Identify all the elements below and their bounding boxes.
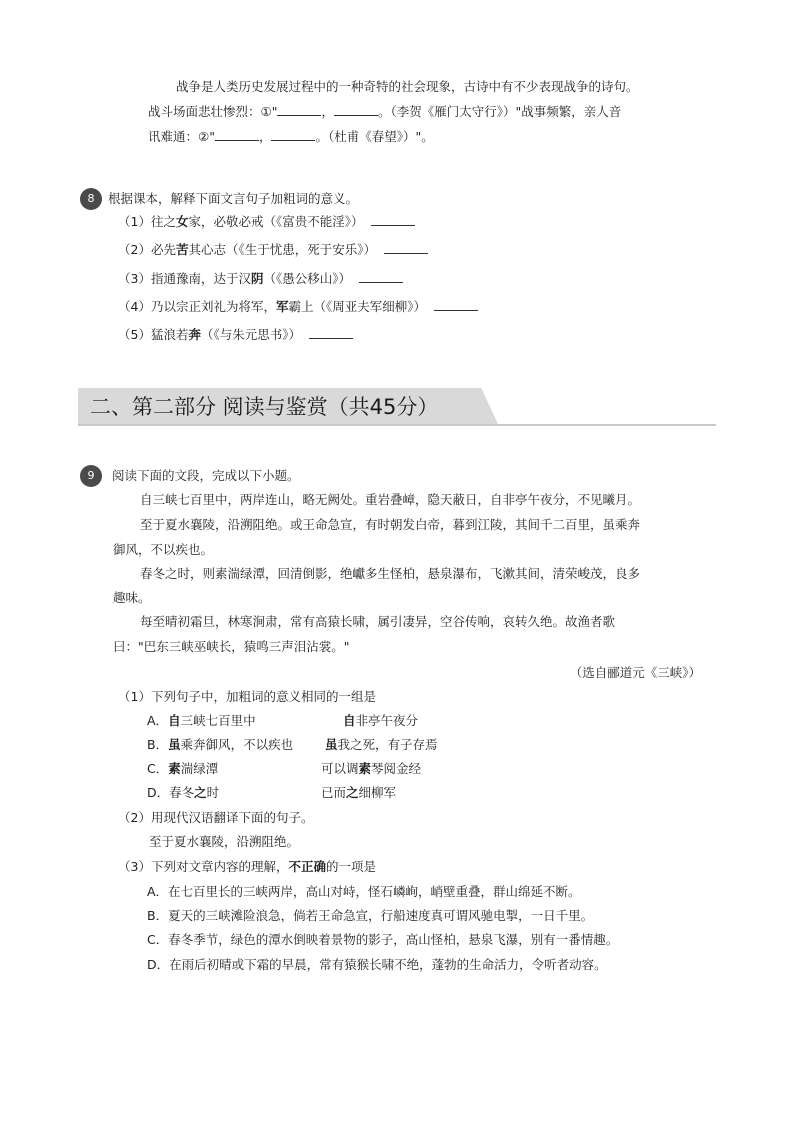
option-b-right-rest: 我之死，有子存焉 xyxy=(337,737,438,752)
question-number-badge-9: 9 xyxy=(80,465,102,487)
option-d-left-bold: 之 xyxy=(194,785,207,800)
q8-item-2-number: （2） xyxy=(118,242,151,257)
q8-item-4-bold: 军 xyxy=(275,299,289,314)
blank-2a[interactable] xyxy=(215,128,259,141)
option-b-left-rest: 乘奔御风，不以疾也 xyxy=(180,737,294,752)
section-header-rule xyxy=(78,424,716,426)
sub3-text-post: 的一项是 xyxy=(325,859,376,874)
option-c-right-bold: 素 xyxy=(358,761,372,776)
intro-line-2-suffix: 。（李贺《雁门太守行》）"战事频繁，亲人音 xyxy=(377,104,622,119)
sub1-prompt xyxy=(118,688,376,706)
q8-item-2-bold: 苦 xyxy=(175,242,189,257)
sub1-number: （1） xyxy=(118,689,151,704)
q8-item-1-answer[interactable] xyxy=(371,213,415,226)
option-d-right-rest: 细柳军 xyxy=(358,785,397,800)
q8-item-2 xyxy=(118,241,428,259)
option-letter: A． xyxy=(147,713,169,728)
q8-item-4-pre: 乃以宗正刘礼为将军， xyxy=(150,299,276,314)
q8-item-1-post: 家，必敬必戒（《富贵不能淫》） xyxy=(188,214,364,229)
q8-item-4-post: 霸上（《周亚夫军细柳》） xyxy=(288,299,426,314)
sub1-option-b-right xyxy=(325,736,438,754)
sub2-sentence: 至于夏水襄陵，沿溯阻绝。 xyxy=(149,834,300,849)
intro-line-3 xyxy=(148,128,434,146)
option-a-left-rest: 三峡七百里中 xyxy=(180,713,256,728)
passage-para-2-line-2: 御风，不以疾也。 xyxy=(113,542,214,557)
sub1-option-a-right xyxy=(343,712,418,730)
option-c-right-pre: 可以调 xyxy=(321,761,359,776)
q8-item-5-number: （5） xyxy=(118,327,151,342)
q8-item-5-post: （《与朱元思书》） xyxy=(200,327,301,342)
passage-para-4-line-1: 每至晴初霜旦，林寒涧肃，常有高猿长啸，属引凄异，空谷传响，哀转久绝。故渔者歌 xyxy=(140,614,616,629)
option-a-left-bold: 自 xyxy=(168,713,181,728)
q8-item-5-bold: 奔 xyxy=(188,327,201,342)
option-letter: C． xyxy=(147,761,169,776)
intro-line-2-prefix: 战斗场面悲壮惨烈：①" xyxy=(148,104,278,119)
intro-line-2 xyxy=(148,103,621,121)
option-letter: B． xyxy=(147,737,169,752)
passage-para-4-line-2: 曰："巴东三峡巫峡长，猿鸣三声泪沾裳。" xyxy=(113,639,350,654)
option-d-left-rest: 时 xyxy=(206,785,220,800)
sub3-text-bold: 不正确 xyxy=(288,859,326,874)
sub3-option-c[interactable]: C．春冬季节，绿色的潭水倒映着景物的影子，高山怪柏，悬泉飞瀑，别有一番情趣。 xyxy=(147,932,619,947)
intro-line-2-comma: ， xyxy=(321,104,334,119)
q8-item-1-number: （1） xyxy=(118,214,151,229)
intro-line-3-comma: ， xyxy=(258,129,272,144)
passage-source: （选自郦道元《三峡》） xyxy=(569,665,701,680)
q8-item-4-number: （4） xyxy=(118,299,151,314)
option-c-left-bold: 素 xyxy=(168,761,181,776)
q8-item-2-answer[interactable] xyxy=(384,241,428,254)
q8-item-1 xyxy=(118,213,415,231)
passage-para-2-line-1: 至于夏水襄陵，沿溯阻绝。或王命急宣，有时朝发白帝，暮到江陵，其间千二百里，虽乘奔 xyxy=(140,517,641,532)
q8-item-3-answer[interactable] xyxy=(359,270,403,283)
option-a-right-rest: 非亭午夜分 xyxy=(355,713,419,728)
option-letter: D． xyxy=(147,785,170,800)
option-b-right-bold: 虽 xyxy=(325,737,338,752)
sub1-option-d-right xyxy=(321,784,396,802)
sub1-option-a[interactable] xyxy=(147,712,256,730)
q8-item-1-bold: 女 xyxy=(175,214,189,229)
sub3-option-b[interactable]: B．夏天的三峡滩险浪急，倘若王命急宣，行船速度真可谓风驰电掣，一日千里。 xyxy=(147,908,594,923)
sub1-option-c-right xyxy=(321,760,421,778)
blank-2b[interactable] xyxy=(271,128,315,141)
q8-item-3-post: （《愚公移山》） xyxy=(263,271,351,286)
q8-item-4-answer[interactable] xyxy=(434,298,478,311)
q8-item-5 xyxy=(118,326,353,344)
option-c-right-rest: 琴阅金经 xyxy=(371,761,422,776)
q9-prompt: 阅读下面的文段，完成以下小题。 xyxy=(112,468,300,483)
q8-item-5-pre: 猛浪若 xyxy=(150,327,189,342)
q8-item-2-post: 其心志（《生于忧患，死于安乐》） xyxy=(188,242,376,257)
option-b-left-bold: 虽 xyxy=(168,737,181,752)
intro-line-1: 战争是人类历史发展过程中的一种奇特的社会现象，古诗中有不少表现战争的诗句。 xyxy=(176,79,639,94)
sub2-prompt xyxy=(118,809,313,827)
option-a-right-bold: 自 xyxy=(343,713,356,728)
q8-prompt: 根据课本，解释下面文言句子加粗词的意义。 xyxy=(108,191,359,206)
sub3-option-d[interactable]: D．在雨后初晴或下霜的早晨，常有猿猴长啸不绝，蓬勃的生命活力，令听者动容。 xyxy=(147,957,607,972)
sub2-number: （2） xyxy=(118,810,151,825)
q8-item-3-pre: 指通豫南，达于汉 xyxy=(150,271,251,286)
q8-item-5-answer[interactable] xyxy=(309,326,353,339)
sub1-option-c[interactable] xyxy=(147,760,218,778)
sub1-option-d[interactable] xyxy=(147,784,219,802)
section-title: 二、第二部分 阅读与鉴赏（共45分） xyxy=(90,395,439,419)
blank-1a[interactable] xyxy=(277,103,321,116)
q8-item-3-number: （3） xyxy=(118,271,151,286)
option-d-left-pre: 春冬 xyxy=(169,785,195,800)
passage-para-3-line-2: 趣味。 xyxy=(113,590,151,605)
q8-item-1-pre: 往之 xyxy=(150,214,176,229)
q8-item-4 xyxy=(118,298,478,316)
sub2-text: 用现代汉语翻译下面的句子。 xyxy=(150,810,314,825)
option-d-right-bold: 之 xyxy=(346,785,359,800)
sub3-number: （3） xyxy=(118,859,151,874)
q8-item-3-bold: 阴 xyxy=(250,271,264,286)
sub3-prompt xyxy=(118,858,376,876)
sub1-text: 下列句子中，加粗词的意义相同的一组是 xyxy=(150,689,376,704)
passage-para-1: 自三峡七百里中，两岸连山，略无阙处。重岩叠嶂，隐天蔽日，自非亭午夜分，不见曦月。 xyxy=(140,492,641,507)
intro-line-3-suffix: 。（杜甫《春望》）"。 xyxy=(315,129,434,144)
blank-1b[interactable] xyxy=(334,103,378,116)
intro-line-3-prefix: 讯难通：②" xyxy=(148,129,215,144)
option-d-right-pre: 已而 xyxy=(321,785,347,800)
q8-item-2-pre: 必先 xyxy=(150,242,176,257)
question-number-badge-8: 8 xyxy=(80,188,102,210)
sub3-text-pre: 下列对文章内容的理解， xyxy=(150,859,289,874)
sub1-option-b[interactable] xyxy=(147,736,293,754)
option-c-left-rest: 湍绿潭 xyxy=(180,761,219,776)
q8-item-3 xyxy=(118,270,403,288)
passage-para-3-line-1: 春冬之时，则素湍绿潭，回清倒影，绝巘多生怪柏，悬泉瀑布，飞漱其间，清荣峻茂，良多 xyxy=(140,566,641,581)
sub3-option-a[interactable]: A．在七百里长的三峡两岸，高山对峙，怪石嶙峋，峭壁重叠，群山绵延不断。 xyxy=(147,884,581,899)
